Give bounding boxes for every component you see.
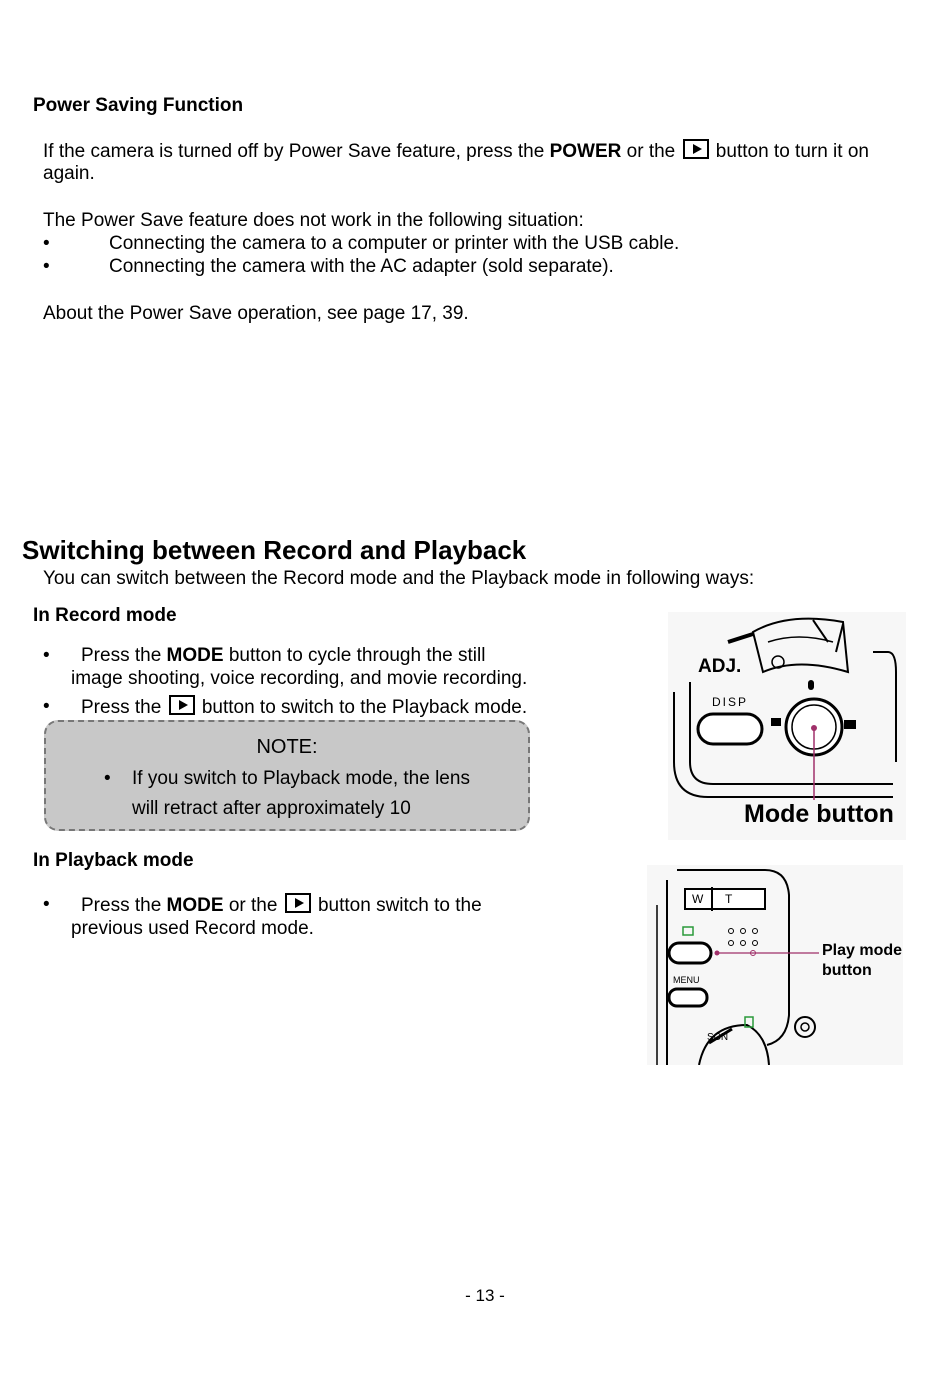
switching-intro: You can switch between the Record mode and the Playback mode in following ways:: [43, 568, 755, 589]
menu-label: MENU: [673, 975, 700, 985]
power-saving-para1: If the camera is turned off by Power Save feature, press the POWER or the button to turn it on: [43, 141, 869, 162]
record-mode-heading: In Record mode: [33, 605, 177, 626]
disp-label: DISP: [712, 695, 749, 709]
playback-button-icon: [285, 893, 311, 913]
adj-label: ADJ.: [698, 656, 742, 677]
w-label: W: [692, 892, 704, 906]
record-b1-cont: image shooting, voice recording, and movie recording.: [71, 668, 528, 689]
note-title: NOTE:: [256, 736, 318, 758]
play-mode-figure: [647, 865, 903, 1065]
mode-button-figure: [668, 612, 906, 840]
t-label: T: [725, 892, 733, 906]
playback-button-icon: [683, 139, 709, 159]
play-mode-caption: Play mode button: [822, 942, 903, 979]
page-number: - 13 -: [465, 1286, 505, 1305]
playback-mode-heading: In Playback mode: [33, 850, 194, 871]
scn-label: SCN: [707, 1032, 729, 1043]
note-line-2: will retract after approximately 10: [132, 798, 411, 819]
play-b1-cont: previous used Record mode.: [71, 918, 314, 939]
mode-button-caption: Mode button: [744, 800, 894, 828]
power-saving-para1-cont: again.: [43, 163, 95, 184]
note-line-1: If you switch to Playback mode, the lens: [132, 768, 470, 789]
section-title: Switching between Record and Playback: [22, 535, 527, 565]
playback-button-icon: [169, 695, 195, 715]
power-saving-heading: Power Saving Function: [33, 95, 244, 116]
note-box: NOTE: • If you switch to Playback mode, the lens will retract after approximately 10: [44, 720, 530, 831]
power-saving-para3: About the Power Save operation, see page 17, 39.: [43, 303, 469, 324]
power-saving-para2: The Power Save feature does not work in the following situation:: [43, 210, 584, 231]
